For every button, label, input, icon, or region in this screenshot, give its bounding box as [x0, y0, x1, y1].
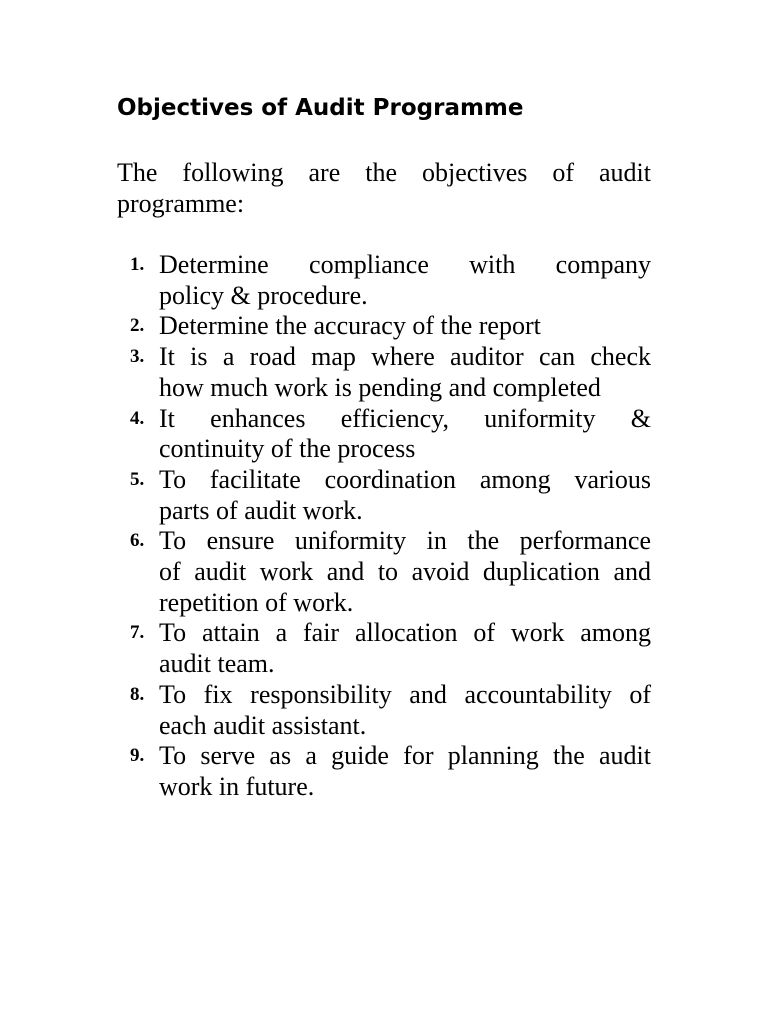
list-item-number: 9.	[130, 745, 145, 767]
list-item-text-line: To facilitate coordination among various	[159, 464, 651, 494]
list-item-number: 1.	[130, 254, 145, 275]
objectives-list	[117, 250, 651, 803]
list-item-text-line: To fix responsibility and accountability of	[159, 679, 651, 709]
list-item-text-line: work in future.	[159, 771, 315, 801]
list-item	[117, 680, 651, 741]
list-item-text-line: each audit assistant.	[159, 710, 367, 740]
list-item	[117, 618, 651, 679]
list-item-number: 6.	[130, 530, 145, 552]
list-item	[117, 404, 651, 465]
intro-line: programme:	[117, 189, 245, 218]
list-item-text-line: To serve as a guide for planning the audit	[159, 741, 651, 771]
list-item-number: 2.	[130, 315, 145, 337]
list-item-text-line: policy & procedure.	[159, 280, 368, 310]
list-item-text-line: To ensure uniformity in the performance	[159, 526, 651, 556]
list-item-number: 5.	[130, 468, 145, 490]
list-item-text-line: Determine compliance with company	[159, 250, 651, 279]
list-item-text-line: parts of audit work.	[159, 495, 363, 525]
list-item	[117, 311, 651, 342]
list-item	[117, 465, 651, 526]
list-item	[117, 526, 651, 618]
list-item-number: 8.	[130, 683, 145, 705]
list-item	[117, 741, 651, 802]
list-item-number: 7.	[130, 622, 145, 644]
intro-line: The following are the objectives of audit	[117, 158, 651, 187]
list-item-text-line: It is a road map where auditor can check	[159, 342, 651, 372]
list-item-number: 4.	[130, 407, 145, 429]
list-item	[117, 342, 651, 403]
list-item-text-line: continuity of the process	[159, 434, 416, 464]
list-item-text-line: Determine the accuracy of the report	[159, 311, 541, 341]
list-item	[117, 250, 651, 311]
list-item-text-line: It enhances efficiency, uniformity &	[159, 403, 651, 433]
list-item-text-line: repetition of work.	[159, 587, 354, 617]
list-item-text-line: of audit work and to avoid duplication and	[159, 557, 651, 587]
intro-paragraph	[117, 157, 651, 219]
list-item-text-line: To attain a fair allocation of work among	[159, 618, 651, 648]
list-item-text-line: audit team.	[159, 649, 275, 679]
list-item-number: 3.	[130, 346, 145, 368]
document-title: Objectives of Audit Programme	[117, 95, 524, 121]
list-item-text-line: how much work is pending and completed	[159, 372, 601, 402]
